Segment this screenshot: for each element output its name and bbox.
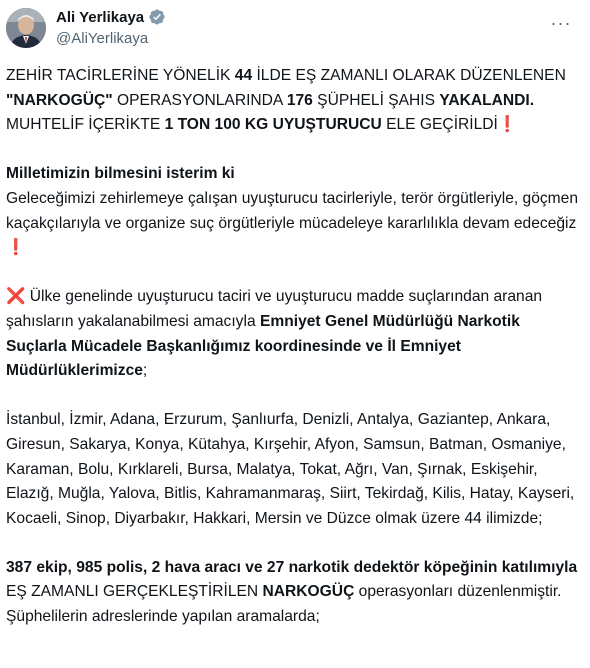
text-span: ;	[142, 362, 148, 380]
bold-span: "NARKOGÜÇ"	[6, 91, 113, 109]
text-span: ŞÜPHELİ ŞAHIS	[312, 91, 440, 109]
tweet-paragraph-headline	[6, 64, 582, 138]
text-span: MUHTELİF İÇERİKTE	[6, 116, 165, 134]
text-span: ZEHİR TACİRLERİNE YÖNELİK	[6, 67, 235, 84]
avatar[interactable]	[6, 8, 46, 48]
bold-span: 176	[286, 91, 313, 109]
paragraph-gap	[6, 531, 582, 556]
author-handle[interactable]: @AliYerlikaya	[56, 30, 149, 47]
tweet-text	[6, 64, 582, 630]
bold-span: 44	[234, 67, 253, 84]
paragraph-gap	[6, 138, 582, 163]
text-span: Geleceğimizi zehirlemeye çalışan uyuşturucu tacirleriyle, terör örgütleriyle, göçmen kaçakçılarıyla ve organize suç örgütleriyle mücadeleye kararlılıkla devam edeceğiz	[6, 189, 579, 232]
text-span: ELE GEÇİRİLDİ	[381, 116, 498, 134]
tweet-paragraph-forces	[6, 556, 582, 630]
cross-mark-icon: ❌	[6, 288, 26, 306]
text-span: OPERASYONLARINDA	[112, 91, 287, 109]
bold-span: NARKOGÜÇ	[262, 583, 355, 601]
text-span: operasyonları düzenlenmiştir. Şüphelilerin adreslerinde yapılan aramalarda;	[6, 583, 562, 626]
author-name-row	[56, 8, 166, 26]
paragraph-gap	[6, 261, 582, 286]
tweet-paragraph-statement	[6, 162, 582, 260]
author-display-name[interactable]: Ali Yerlikaya	[56, 8, 145, 26]
bold-span: 1 TON 100 KG UYUŞTURUCU	[164, 116, 382, 134]
tweet-paragraph-operation	[6, 285, 582, 383]
more-options-button[interactable]	[548, 10, 574, 36]
bold-span: Emniyet Genel Müdürlüğü Narkotik Suçlarla Mücadele Başkanlığımız koordinesinde ve İl Emniyet Müdürlüklerimizce	[6, 312, 520, 380]
bold-span: Milletimizin bilmesini isterim ki	[6, 165, 235, 183]
bold-span: YAKALANDI.	[439, 91, 535, 109]
text-span: EŞ ZAMANLI GERÇEKLEŞTİRİLEN	[6, 583, 263, 601]
tweet-header	[6, 6, 580, 52]
exclamation-icon: ❗	[6, 239, 26, 257]
exclamation-icon: ❗	[497, 116, 518, 134]
paragraph-gap	[6, 384, 582, 409]
verified-badge-icon	[148, 8, 166, 26]
text-span: Ülke genelinde uyuşturucu taciri ve uyuşturucu madde suçlarından aranan şahısların yakalanabilmesi amacıyla	[6, 288, 543, 330]
profile-photo-icon	[6, 8, 46, 48]
tweet-paragraph-provinces: İstanbul, İzmir, Adana, Erzurum, Şanlıurfa, Denizli, Antalya, Gaziantep, Ankara, Giresun, Sakarya, Konya, Kütahya, Kırşehir, Afyon, Samsun, Batman, Osmaniye, Karaman, Bolu, Kırklareli, Bursa, Malatya, Tokat, Ağrı, Van, Şırnak, Eskişehir, Elazığ, Muğla, Yalova, Bitlis, Kahramanmaraş, Siirt, Tekirdağ, Kilis, Hatay, Kayseri, Kocaeli, Sinop, Diyarbakır, Hakkari, Mersin ve Düzce olmak üzere 44 ilimizde;	[6, 411, 575, 527]
more-horizontal-icon: ···	[550, 12, 572, 33]
bold-span: 387 ekip, 985 polis, 2 hava aracı ve 27 narkotik dedektör köpeğinin katılımıyla	[6, 558, 578, 576]
text-span: İLDE EŞ ZAMANLI OLARAK DÜZENLENEN	[252, 67, 566, 84]
